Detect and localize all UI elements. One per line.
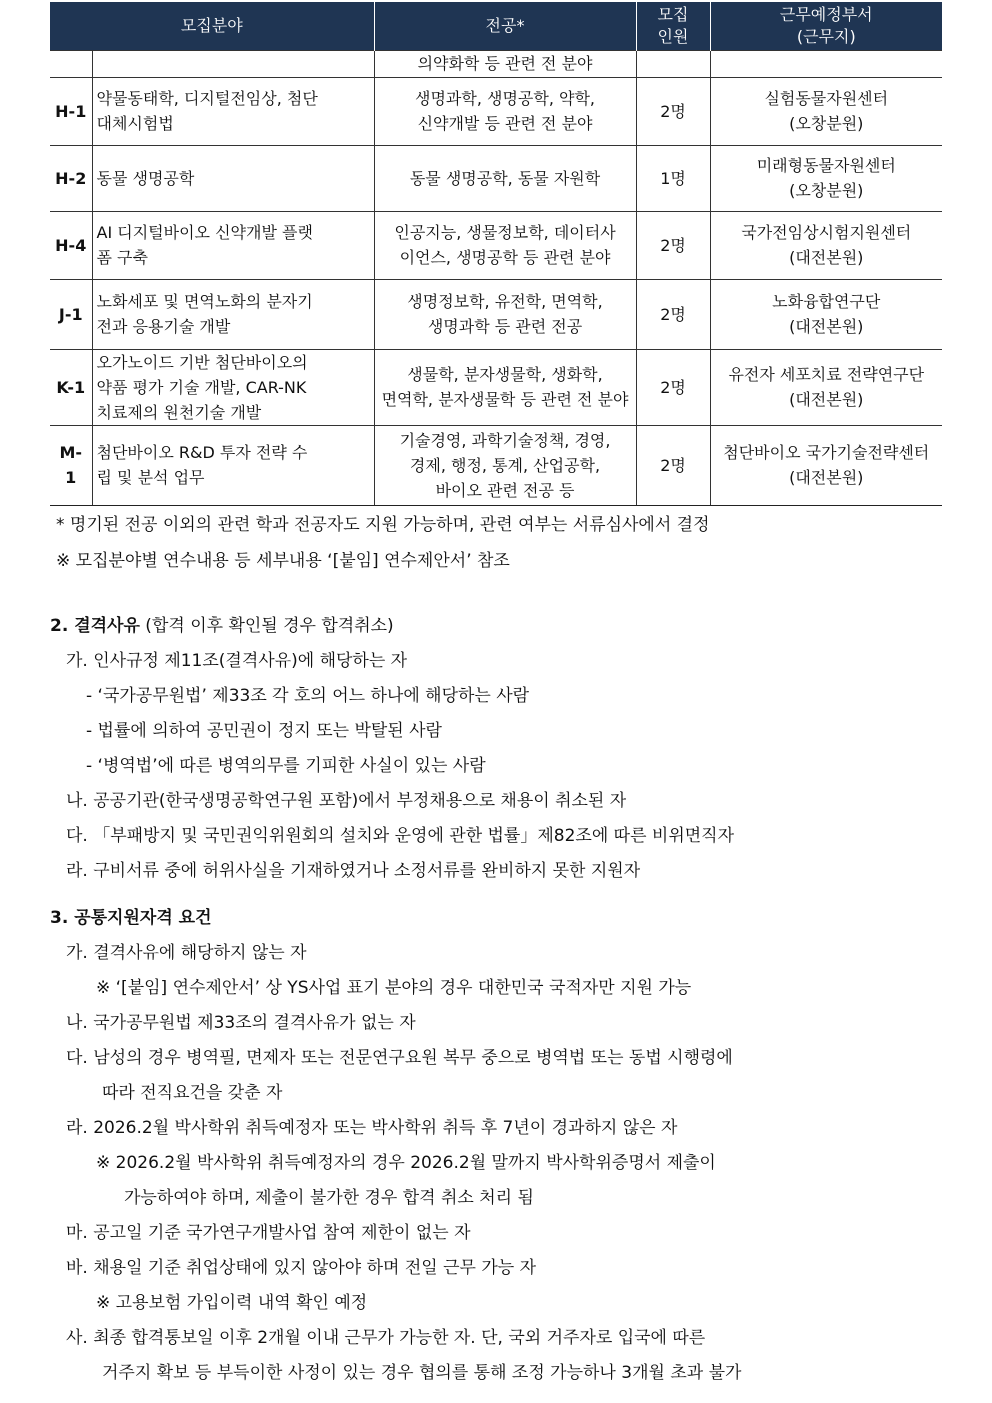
list-item: 가. 인사규정 제11조(결격사유)에 해당하는 자 (66, 651, 408, 671)
row-major: 기술경영, 과학기술정책, 경영, 경제, 행정, 통계, 산업공학, 바이오 관련 전공 등 (374, 425, 636, 505)
list-item: 마. 공고일 기준 국가연구개발사업 참여 제한이 없는 자 (66, 1223, 471, 1243)
row-major: 생물학, 분자생물학, 생화학, 면역학, 분자생물학 등 관련 전 분야 (374, 349, 636, 425)
list-item: 사. 최종 합격통보일 이후 2개월 이내 근무가 가능한 자. 단, 국외 거주자로 입국에 따른 (66, 1328, 706, 1348)
row-major: 동물 생명공학, 동물 자원학 (374, 145, 636, 211)
list-item: 다. 「부패방지 및 국민권익위원회의 설치와 운영에 관한 법률」제82조에 따른 비위면직자 (66, 826, 735, 846)
row-code: J-1 (50, 279, 92, 349)
table-row (50, 77, 942, 145)
header-count: 모집 인원 (636, 2, 710, 50)
row-dept: 국가전임상시험지원센터 (대전본원) (710, 211, 942, 279)
list-item: 바. 채용일 기준 취업상태에 있지 않아야 하며 전일 근무 가능 자 (66, 1258, 536, 1278)
list-item: 나. 국가공무원법 제33조의 결격사유가 없는 자 (66, 1013, 416, 1033)
row-code: M-1 (50, 425, 92, 505)
list-item: ※ 고용보험 가입이력 내역 확인 예정 (96, 1293, 368, 1313)
table-row (50, 425, 942, 505)
header-field: 모집분야 (50, 2, 374, 50)
row-dept: 미래형동물자원센터 (오창분원) (710, 145, 942, 211)
note-reference: ※ 모집분야별 연수내용 등 세부내용 ‘[붙임] 연수제안서’ 참조 (56, 551, 510, 571)
row-dept: 유전자 세포치료 전략연구단 (대전본원) (710, 349, 942, 425)
table-row (50, 145, 942, 211)
row-code: K-1 (50, 349, 92, 425)
row-field: 약물동태학, 디지털전임상, 첨단 대체시험법 (92, 77, 374, 145)
row-major: 인공지능, 생물정보학, 데이터사 이언스, 생명공학 등 관련 분야 (374, 211, 636, 279)
table-row (50, 211, 942, 279)
table-row (50, 279, 942, 349)
recruitment-table (50, 2, 942, 506)
row-code: H-2 (50, 145, 92, 211)
row-dept: 노화융합연구단 (대전본원) (710, 279, 942, 349)
list-item: 가. 결격사유에 해당하지 않는 자 (66, 943, 307, 963)
header-dept: 근무예정부서 (근무지) (710, 2, 942, 50)
row-count: 2명 (636, 77, 710, 145)
section-2-title: 2. 결격사유 (합격 이후 확인될 경우 합격취소) (50, 616, 394, 636)
list-item: - ‘국가공무원법’ 제33조 각 호의 어느 하나에 해당하는 사람 (86, 686, 530, 706)
row-field: AI 디지털바이오 신약개발 플랫 폼 구축 (92, 211, 374, 279)
row-field: 첨단바이오 R&D 투자 전략 수 립 및 분석 업무 (92, 425, 374, 505)
note-major: * 명기된 전공 이외의 관련 학과 전공자도 지원 가능하며, 관련 여부는 서류심사에서 결정 (56, 515, 710, 535)
row-count: 2명 (636, 349, 710, 425)
list-item: 거주지 확보 등 부득이한 사정이 있는 경우 협의를 통해 조정 가능하나 3개월 초과 불가 (102, 1363, 742, 1383)
list-item: ※ 2026.2월 박사학위 취득예정자의 경우 2026.2월 말까지 박사학위증명서 제출이 (96, 1153, 716, 1173)
row-field: 오가노이드 기반 첨단바이오의 약품 평가 기술 개발, CAR-NK 치료제의 원천기술 개발 (92, 349, 374, 425)
row-count: 2명 (636, 279, 710, 349)
table-row (50, 50, 942, 77)
list-item: 가능하여야 하며, 제출이 불가한 경우 합격 취소 처리 됨 (124, 1188, 534, 1208)
row-code: H-1 (50, 77, 92, 145)
list-item: 라. 2026.2월 박사학위 취득예정자 또는 박사학위 취득 후 7년이 경과하지 않은 자 (66, 1118, 678, 1138)
row-field (92, 50, 374, 77)
row-count: 2명 (636, 211, 710, 279)
table-body (50, 50, 942, 505)
section-3-title: 3. 공통지원자격 요건 (50, 908, 212, 928)
row-count: 1명 (636, 145, 710, 211)
row-code: H-4 (50, 211, 92, 279)
row-count: 2명 (636, 425, 710, 505)
row-major: 생명과학, 생명공학, 약학, 신약개발 등 관련 전 분야 (374, 77, 636, 145)
row-field: 노화세포 및 면역노화의 분자기 전과 응용기술 개발 (92, 279, 374, 349)
list-item: 라. 구비서류 중에 허위사실을 기재하였거나 소정서류를 완비하지 못한 지원자 (66, 861, 641, 881)
header-major: 전공* (374, 2, 636, 50)
row-code (50, 50, 92, 77)
row-dept (710, 50, 942, 77)
row-dept: 실험동물자원센터 (오창분원) (710, 77, 942, 145)
list-item: ※ ‘[붙임] 연수제안서’ 상 YS사업 표기 분야의 경우 대한민국 국적자만 지원 가능 (96, 978, 692, 998)
list-item: 따라 전직요건을 갖춘 자 (102, 1083, 283, 1103)
list-item: - 법률에 의하여 공민권이 정지 또는 박탈된 사람 (86, 721, 442, 741)
list-item: - ‘병역법’에 따른 병역의무를 기피한 사실이 있는 사람 (86, 756, 486, 776)
table-row (50, 349, 942, 425)
row-count (636, 50, 710, 77)
list-item: 나. 공공기관(한국생명공학연구원 포함)에서 부정채용으로 채용이 취소된 자 (66, 791, 627, 811)
list-item: 다. 남성의 경우 병역필, 면제자 또는 전문연구요원 복무 중으로 병역법 또는 동법 시행령에 (66, 1048, 733, 1068)
row-field: 동물 생명공학 (92, 145, 374, 211)
row-dept: 첨단바이오 국가기술전략센터 (대전본원) (710, 425, 942, 505)
row-major: 의약화학 등 관련 전 분야 (374, 50, 636, 77)
row-major: 생명정보학, 유전학, 면역학, 생명과학 등 관련 전공 (374, 279, 636, 349)
